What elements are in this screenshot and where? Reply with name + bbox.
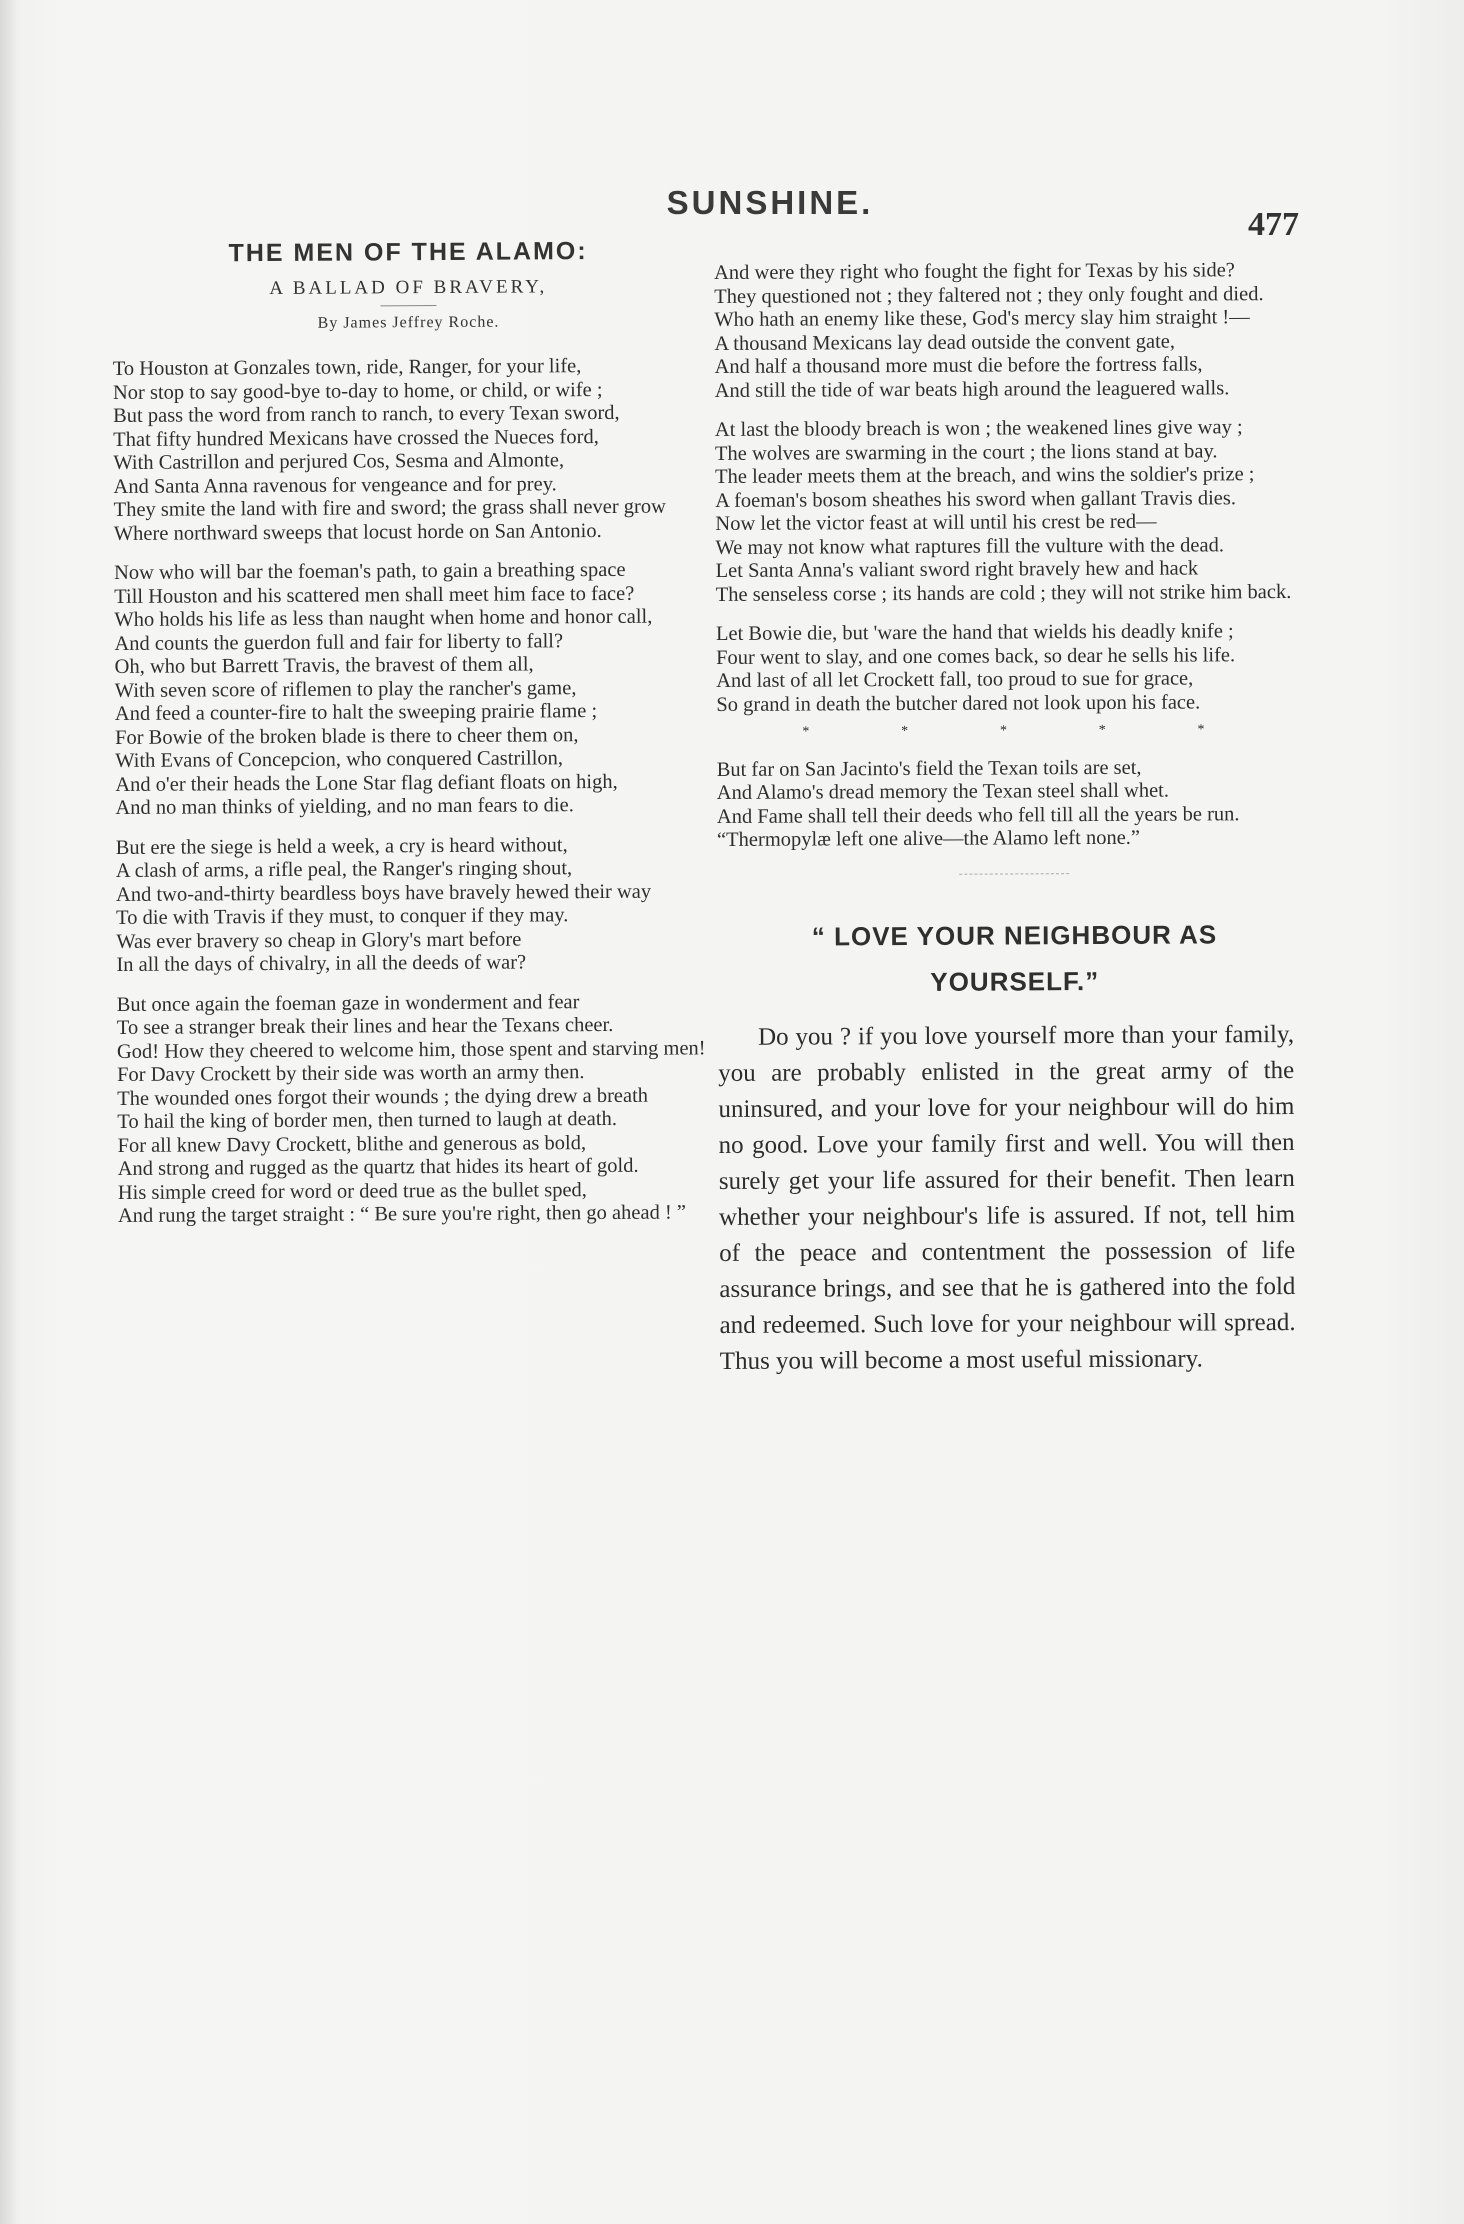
poem-line: To see a stranger break their lines and hear the Texans cheer.: [116, 1013, 614, 1039]
poem-line: Who holds his life as less than naught when home and honor call,: [114, 605, 653, 631]
poem-line: With seven score of riflemen to play the rancher's game,: [114, 676, 577, 702]
poem-line: Now let the victor feast at will until his crest be red—: [715, 510, 1157, 535]
poem-line: We may not know what raptures fill the vulture with the dead.: [715, 533, 1224, 559]
poem-line: They smite the land with fire and sword; the grass shall never grow: [113, 495, 666, 521]
poem-line: So grand in death the butcher dared not look upon his face.: [716, 690, 1201, 716]
poem-line: But once again the foeman gaze in wonderment and fear: [116, 990, 580, 1016]
poem-line: And feed a counter-fire to halt the sweeping prairie flame ;: [114, 700, 598, 725]
poem-line: And Santa Anna ravenous for vengeance and for prey.: [113, 472, 557, 498]
poem-line: But ere the siege is held a week, a cry is heard without,: [115, 833, 568, 859]
poem-line: At last the bloody breach is won ; the weakened lines give way ;: [714, 416, 1243, 441]
poem-line: His simple creed for word or deed true as the bullet sped,: [117, 1178, 587, 1204]
byline: By James Jeffrey Roche.: [317, 313, 500, 332]
poem-line: To die with Travis if they must, to conquer if they may.: [116, 904, 569, 929]
poem-line: And were they right who fought the fight for Texas by his side?: [714, 259, 1235, 284]
stanza: [714, 259, 1309, 403]
poem-line: And counts the guerdon full and fair for liberty to fall?: [114, 629, 564, 655]
article-divider: [959, 873, 1069, 875]
poem-line: Let Santa Anna's valiant sword right bravely hew and hack: [715, 557, 1199, 582]
poem-line: God! How they cheered to welcome him, those spent and starving men!: [116, 1036, 706, 1063]
essay-body: Do you ? if you love yourself more than your family, you are probably enlisted in the great army of the uninsured, and your love for your neighbour will do him no good. Love your family first and well. You will then surely get your life assured for their benefit. Then learn whether your neighbour's life is assured. If not, tell him of the peace and contentment the possession of life assurance brings, and see that he is gathered into the fold and redeemed. Such love for your neighbour will spread. Thus you will become a most useful missionary.: [718, 1020, 1296, 1375]
poem-line: Who hath an enemy like these, God's mercy slay him straight !—: [714, 306, 1250, 331]
stanza: [116, 833, 709, 978]
poem-line: To Houston at Gonzales town, ride, Ranger, for your life,: [112, 355, 582, 380]
poem-line: For Davy Crockett by their side was worth an army then.: [117, 1061, 585, 1086]
poem-line: The wounded ones forgot their wounds ; the dying drew a breath: [117, 1084, 649, 1110]
page-number: 477: [1248, 206, 1299, 243]
poem-line: But far on San Jacinto's field the Texan toils are set,: [716, 756, 1142, 781]
poem-line: With Evans of Concepcion, who conquered Castrillon,: [115, 747, 564, 772]
poem-line: The wolves are swarming in the court ; the lions stand at bay.: [714, 439, 1218, 465]
poem-line: And o'er their heads the Lone Star flag defiant floats on high,: [115, 770, 618, 796]
poem-line: A foeman's bosom sheathes his sword when gallant Travis dies.: [715, 486, 1237, 512]
poem-line: And no man thinks of yielding, and no man fears to die.: [115, 794, 574, 819]
poem-line: The leader meets them at the breach, and wins the soldier's prize ;: [715, 463, 1255, 488]
poem-line: Oh, who but Barrett Travis, the bravest of them all,: [114, 653, 534, 678]
poem-line: With Castrillon and perjured Cos, Sesma and Almonte,: [113, 449, 565, 474]
running-head: SUNSHINE.: [666, 184, 874, 221]
right-column: [714, 259, 1314, 1380]
poem-right: [714, 259, 1311, 853]
poem-line: Nor stop to say good-bye to-day to home, or child, or wife ;: [112, 378, 603, 404]
star-mark: *: [1098, 722, 1106, 738]
poem-line: And still the tide of war beats high around the leaguered walls.: [714, 376, 1230, 402]
poem-line: For all knew Davy Crockett, blithe and generous as bold,: [117, 1131, 587, 1157]
essay-title-line1: “ LOVE YOUR NEIGHBOUR AS: [811, 918, 1218, 951]
poem-line: Was ever bravery so cheap in Glory's mart before: [116, 928, 522, 953]
star-mark: *: [802, 724, 810, 740]
poem-line: And strong and rugged as the quartz that hides its heart of gold.: [117, 1154, 639, 1180]
poem-line: A thousand Mexicans lay dead outside the convent gate,: [714, 330, 1176, 355]
poem-line: Till Houston and his scattered men shall meet him face to face?: [114, 582, 635, 608]
poem-line: And half a thousand more must die before the fortress falls,: [714, 353, 1203, 378]
poem-left: [113, 354, 710, 1228]
poem-line: But pass the word from ranch to ranch, to every Texan sword,: [113, 401, 620, 427]
star-mark: *: [901, 723, 909, 740]
poem-line: And two-and-thirty beardless boys have bravely hewed their way: [115, 880, 652, 906]
poem-line: And Alamo's dread memory the Texan steel shall whet.: [716, 779, 1170, 804]
star-mark: *: [999, 723, 1007, 739]
poem-line: For Bowie of the broken blade is there to cheer them on,: [114, 723, 579, 749]
article-subtitle: A BALLAD OF BRAVERY,: [269, 276, 548, 300]
poem-line: And Fame shall tell their deeds who fell till all the years be run.: [716, 802, 1240, 828]
stanza: [716, 620, 1310, 717]
stanza: [113, 354, 706, 546]
essay-title-line2: YOURSELF.”: [930, 965, 1100, 997]
poem-line: That fifty hundred Mexicans have crossed the Nueces ford,: [113, 425, 599, 451]
poem-line: They questioned not ; they faltered not ; they only fought and died.: [714, 282, 1264, 308]
article-title: THE MEN OF THE ALAMO:: [228, 237, 588, 268]
essay-title: [717, 910, 1311, 1005]
poem-line: And rung the target straight : “ Be sure you're right, then go ahead ! ”: [117, 1201, 687, 1227]
poem-line: Let Bowie die, but 'ware the hand that wields his deadly knife ;: [715, 620, 1234, 645]
title-rule: [380, 305, 436, 306]
stanza: [715, 416, 1310, 607]
poem-line: A clash of arms, a rifle peal, the Ranger's ringing shout,: [115, 857, 573, 882]
stanza: [717, 755, 1311, 852]
stanza: [117, 990, 710, 1229]
poem-line: To hail the king of border men, then turned to laugh at death.: [117, 1107, 617, 1133]
section-break-stars: [716, 718, 1310, 745]
poem-line: And last of all let Crockett fall, too proud to sue for grace,: [716, 667, 1194, 692]
left-column: [112, 236, 710, 1244]
stanza: [114, 558, 708, 820]
poem-line: In all the days of chivalry, in all the deeds of war?: [116, 951, 527, 976]
poem-line: The senseless corse ; its hands are cold ; they will not strike him back.: [715, 580, 1292, 606]
poem-line: “Thermopylæ left one alive—the Alamo left none.”: [716, 826, 1141, 851]
poem-line: Four went to slay, and one comes back, so dear he sells his life.: [716, 643, 1236, 669]
poem-line: Now who will bar the foeman's path, to gain a breathing space: [113, 558, 626, 584]
poem-line: Where northward sweeps that locust horde on San Antonio.: [113, 519, 602, 545]
star-mark: *: [1197, 722, 1205, 738]
